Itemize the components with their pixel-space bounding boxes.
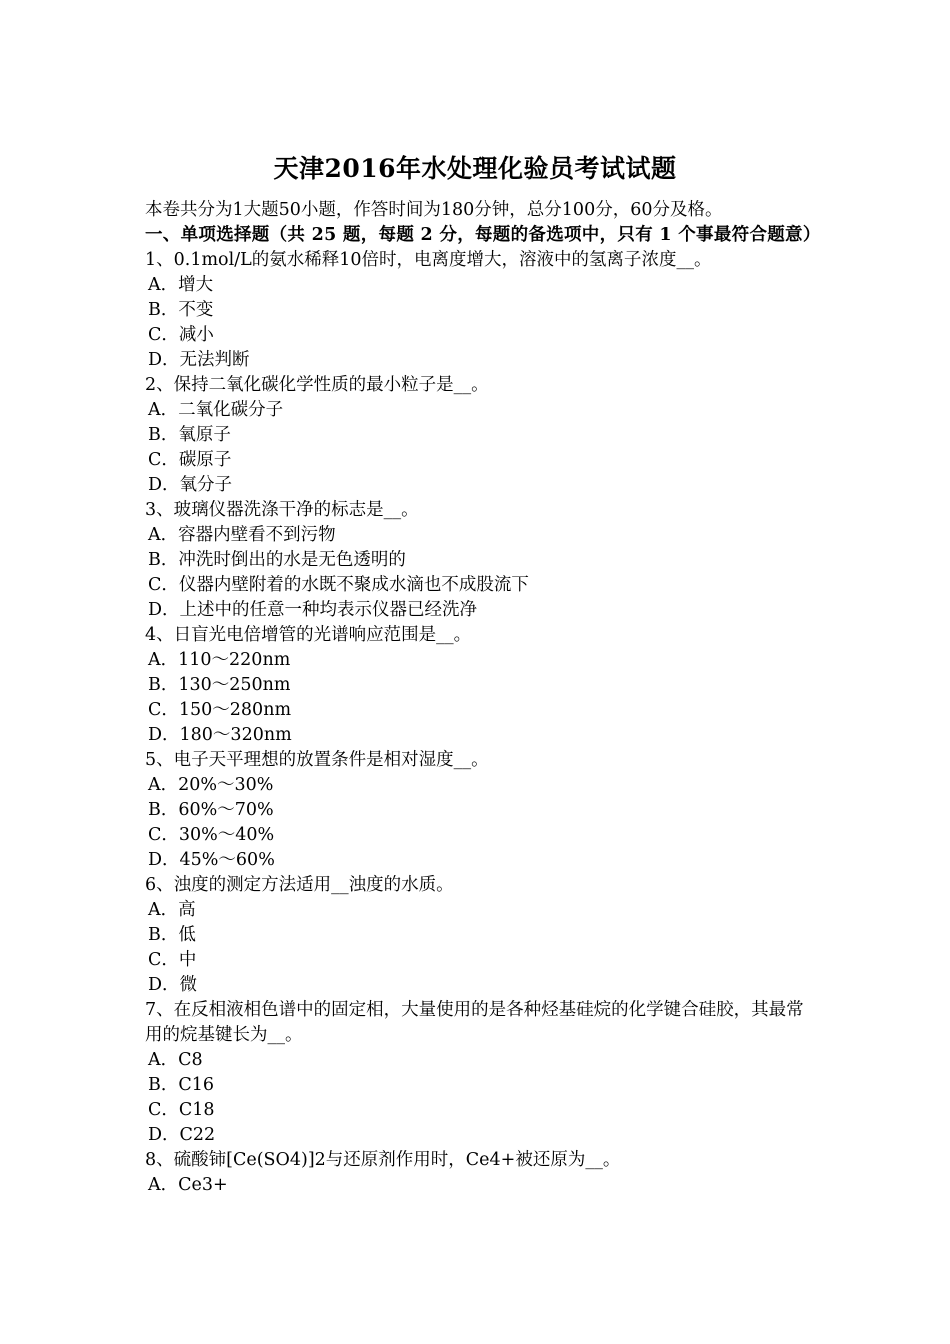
option-d: D．微: [148, 975, 198, 995]
question-stem: 2、保持二氧化碳化学性质的最小粒子是__。: [145, 375, 489, 395]
option-b: B．低: [148, 925, 196, 945]
option-a: A．110～220nm: [148, 650, 291, 670]
option-b: B．60%～70%: [148, 800, 274, 820]
option-a: A．C8: [148, 1050, 203, 1070]
option-d: D．C22: [148, 1125, 216, 1145]
option-d: D．上述中的任意一种均表示仪器已经洗净: [148, 600, 478, 620]
option-b: B．130～250nm: [148, 675, 291, 695]
option-b: B．冲洗时倒出的水是无色透明的: [148, 550, 406, 570]
question-7: [145, 998, 813, 1148]
question-4: [145, 623, 813, 748]
option-b: B．C16: [148, 1075, 215, 1095]
question-1: [145, 248, 813, 373]
question-stem: 4、日盲光电倍增管的光谱响应范围是__。: [145, 625, 472, 645]
option-a: A．二氧化碳分子: [148, 400, 284, 420]
question-stem: 8、硫酸铈[Ce(SO4)]2与还原剂作用时，Ce4+被还原为__。: [145, 1150, 621, 1170]
option-c: C．减小: [148, 325, 214, 345]
option-d: D．无法判断: [148, 350, 250, 370]
question-stem: 6、浊度的测定方法适用__浊度的水质。: [145, 875, 454, 895]
option-c: C．中: [148, 950, 197, 970]
question-6: [145, 873, 813, 998]
section-heading: 一、单项选择题（共 25 题，每题 2 分，每题的备选项中，只有 1 个事最符合题意）: [145, 225, 821, 245]
option-c: C．仪器内壁附着的水既不聚成水滴也不成股流下: [148, 575, 529, 595]
question-2: [145, 373, 813, 498]
question-8: [145, 1148, 813, 1198]
option-c: C．30%～40%: [148, 825, 275, 845]
question-stem: 5、电子天平理想的放置条件是相对湿度__。: [145, 750, 489, 770]
option-a: A．容器内壁看不到污物: [148, 525, 336, 545]
question-stem: 3、玻璃仪器洗涤干净的标志是__。: [145, 500, 419, 520]
option-a: A．20%～30%: [148, 775, 274, 795]
exam-intro: 本卷共分为1大题50小题，作答时间为180分钟，总分100分，60分及格。: [145, 200, 723, 220]
option-a: A．Ce3+: [148, 1175, 228, 1195]
option-d: D．180～320nm: [148, 725, 292, 745]
option-d: D．45%～60%: [148, 850, 275, 870]
question-stem: 1、0.1mol/L的氨水稀释10倍时，电离度增大，溶液中的氢离子浓度__。: [145, 250, 712, 270]
option-b: B．不变: [148, 300, 214, 320]
option-c: C．150～280nm: [148, 700, 292, 720]
option-b: B．氧原子: [148, 425, 231, 445]
question-stem: 7、在反相液相色谱中的固定相，大量使用的是各种烃基硅烷的化学键合硅胶，其最常用的烷基键长为__。: [145, 1000, 804, 1045]
question-5: [145, 748, 813, 873]
option-c: C．碳原子: [148, 450, 232, 470]
page-title: 天津2016年水处理化验员考试试题: [273, 154, 677, 183]
document-body: [145, 198, 821, 1198]
option-c: C．C18: [148, 1100, 215, 1120]
option-d: D．氧分子: [148, 475, 233, 495]
option-a: A．高: [148, 900, 196, 920]
question-3: [145, 498, 813, 623]
option-a: A．增大: [148, 275, 214, 295]
